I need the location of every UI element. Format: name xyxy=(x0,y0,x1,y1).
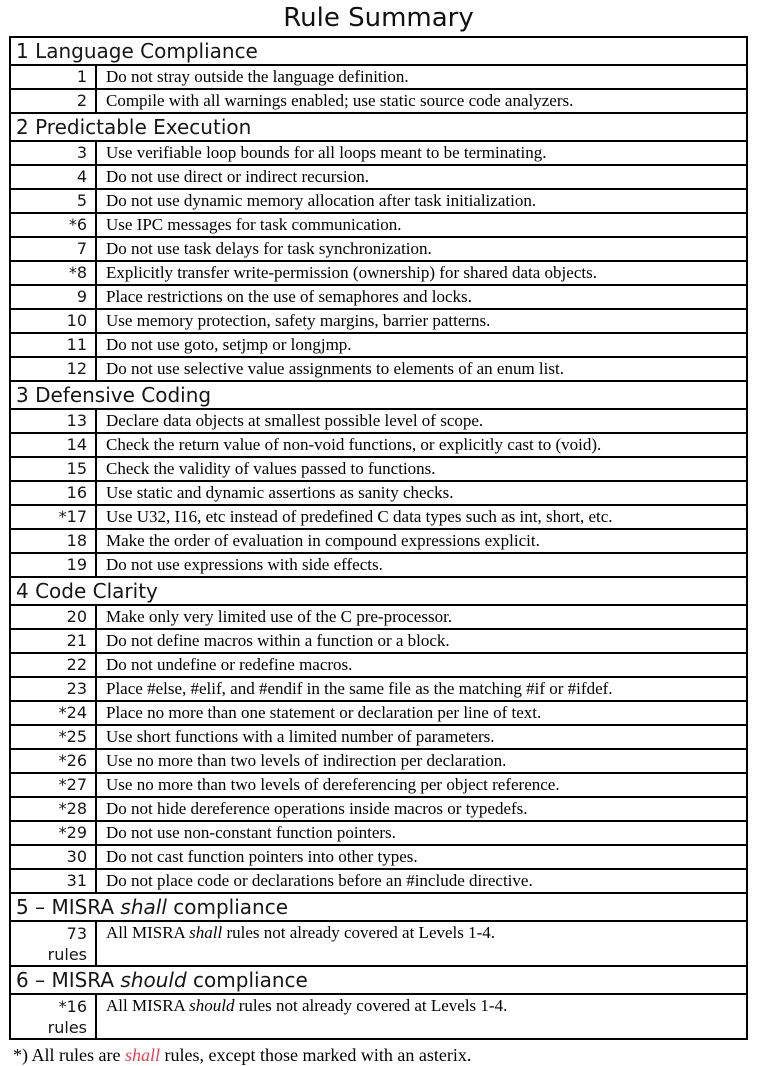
rule-text: Do not place code or declarations before an #include directive. xyxy=(106,871,533,890)
rule-text: Use static and dynamic assertions as sanity checks. xyxy=(106,483,454,502)
rule-text xyxy=(97,286,746,308)
rule-text: Do not undefine or redefine macros. xyxy=(106,655,353,674)
rule-text xyxy=(97,190,746,212)
rule-number: 22 xyxy=(66,655,87,674)
rule-number-cell xyxy=(11,798,97,820)
rule-row xyxy=(11,140,746,164)
section-header xyxy=(11,380,746,408)
rule-number: *29 xyxy=(58,823,87,842)
rule-number-cell xyxy=(11,410,97,432)
rule-text: All MISRA xyxy=(106,923,190,942)
footnote xyxy=(13,1044,757,1066)
rule-number-cell xyxy=(11,922,97,965)
page-title: Rule Summary xyxy=(283,3,474,33)
rule-text: Place no more than one statement or declaration per line of text. xyxy=(106,703,542,722)
rule-text xyxy=(97,846,746,868)
section-header-text: 4 Code Clarity xyxy=(16,579,158,603)
rule-text: Do not cast function pointers into other types. xyxy=(106,847,418,866)
rule-text xyxy=(97,995,746,1038)
rule-text: Make the order of evaluation in compound expressions explicit. xyxy=(106,531,540,550)
rule-row xyxy=(11,748,746,772)
rule-row xyxy=(11,844,746,868)
footnote-text: *) All rules are xyxy=(13,1045,125,1065)
rule-row xyxy=(11,993,746,1038)
section-header-text: 3 Defensive Coding xyxy=(16,383,212,407)
rule-text: Do not stray outside the language definition. xyxy=(106,67,409,86)
rule-number: 21 xyxy=(66,631,87,650)
rule-row xyxy=(11,284,746,308)
rule-number: 1 xyxy=(76,67,87,86)
rule-row xyxy=(11,432,746,456)
rule-number-cell xyxy=(11,822,97,844)
rule-number-cell xyxy=(11,726,97,748)
rule-text xyxy=(97,358,746,380)
rule-row xyxy=(11,236,746,260)
rule-number: 4 xyxy=(76,167,87,186)
rule-number-cell xyxy=(11,286,97,308)
rule-text xyxy=(97,822,746,844)
rule-text: Do not use goto, setjmp or longjmp. xyxy=(106,335,352,354)
rule-text: Use no more than two levels of indirection per declaration. xyxy=(106,751,507,770)
section-header-text: 1 Language Compliance xyxy=(16,39,258,63)
section-header-text: 5 – MISRA xyxy=(16,895,121,919)
rule-number-cell xyxy=(11,870,97,892)
section-header xyxy=(11,576,746,604)
rule-number-cell xyxy=(11,774,97,796)
rule-number: *27 xyxy=(58,775,87,794)
rule-number: 31 xyxy=(66,871,87,890)
rule-emphasis: should xyxy=(189,996,235,1015)
rule-row xyxy=(11,700,746,724)
rule-number: 5 xyxy=(76,191,87,210)
section-header xyxy=(11,38,746,64)
rule-text: Use no more than two levels of dereferencing per object reference. xyxy=(106,775,560,794)
rule-row xyxy=(11,164,746,188)
rule-number-cell xyxy=(11,750,97,772)
section-header-text: 2 Predictable Execution xyxy=(16,115,252,139)
rule-number-cell xyxy=(11,262,97,284)
rule-row xyxy=(11,528,746,552)
rule-text xyxy=(97,458,746,480)
rule-number: *17 xyxy=(58,507,87,526)
rule-number-cell xyxy=(11,238,97,260)
rule-number-cell xyxy=(11,458,97,480)
rule-row xyxy=(11,652,746,676)
rule-row xyxy=(11,480,746,504)
rule-text xyxy=(97,606,746,628)
rule-number-cell xyxy=(11,630,97,652)
rule-number-cell xyxy=(11,506,97,528)
rule-number-cell xyxy=(11,654,97,676)
rule-number: *28 xyxy=(58,799,87,818)
rule-number-cell xyxy=(11,554,97,576)
rule-text xyxy=(97,922,746,965)
rule-text: Check the return value of non-void functions, or explicitly cast to (void). xyxy=(106,435,602,454)
rule-number: 30 xyxy=(66,847,87,866)
rule-number: 7 xyxy=(76,239,87,258)
rule-row xyxy=(11,356,746,380)
rule-row xyxy=(11,920,746,965)
rule-row xyxy=(11,628,746,652)
rule-text: Use verifiable loop bounds for all loops meant to be terminating. xyxy=(106,143,547,162)
rule-text xyxy=(97,654,746,676)
rule-number-cell xyxy=(11,334,97,356)
rule-number-cell xyxy=(11,142,97,164)
rule-number: 12 xyxy=(66,359,87,378)
rule-number-cell xyxy=(11,358,97,380)
rule-text xyxy=(97,434,746,456)
section-header-text: compliance xyxy=(186,968,308,992)
section-header xyxy=(11,112,746,140)
rule-text: Compile with all warnings enabled; use static source code analyzers. xyxy=(106,91,574,110)
rule-text xyxy=(97,166,746,188)
rule-text: Do not use expressions with side effects. xyxy=(106,555,383,574)
rule-text: Use U32, I16, etc instead of predefined C data types such as int, short, etc. xyxy=(106,507,613,526)
rule-text: rules not already covered at Levels 1-4. xyxy=(222,923,496,942)
rule-number-cell xyxy=(11,214,97,236)
rule-number: 14 xyxy=(66,435,87,454)
rule-text: Place restrictions on the use of semaphores and locks. xyxy=(106,287,472,306)
rule-text xyxy=(97,90,746,112)
rule-number: *26 xyxy=(58,751,87,770)
rule-text xyxy=(97,530,746,552)
rule-number: 16 xyxy=(66,483,87,502)
rule-emphasis: shall xyxy=(189,923,223,942)
rule-row xyxy=(11,456,746,480)
rule-text: rules not already covered at Levels 1-4. xyxy=(234,996,508,1015)
rule-text xyxy=(97,798,746,820)
rule-number-cell xyxy=(11,66,97,88)
rule-text xyxy=(97,66,746,88)
rule-number: 23 xyxy=(66,679,87,698)
rule-number-cell xyxy=(11,190,97,212)
section-header-text: 6 – MISRA xyxy=(16,968,121,992)
rule-row xyxy=(11,64,746,88)
rule-row xyxy=(11,408,746,432)
rule-row xyxy=(11,88,746,112)
rule-text: Do not hide dereference operations inside macros or typedefs. xyxy=(106,799,528,818)
section-header xyxy=(11,892,746,920)
rule-number-cell xyxy=(11,434,97,456)
rule-number-cell xyxy=(11,482,97,504)
rule-text xyxy=(97,482,746,504)
rule-number-unit: rules xyxy=(47,945,87,964)
rule-text: Use memory protection, safety margins, barrier patterns. xyxy=(106,311,491,330)
rule-text: Use short functions with a limited number of parameters. xyxy=(106,727,495,746)
rule-number-cell xyxy=(11,90,97,112)
rule-number: *25 xyxy=(58,727,87,746)
rule-row xyxy=(11,212,746,236)
rule-number: 9 xyxy=(76,287,87,306)
rule-row xyxy=(11,724,746,748)
rule-text xyxy=(97,726,746,748)
rule-text: Explicitly transfer write-permission (ownership) for shared data objects. xyxy=(106,263,597,282)
rule-row xyxy=(11,820,746,844)
footnote-emphasis: shall xyxy=(124,1045,160,1065)
rule-number: 15 xyxy=(66,459,87,478)
rule-row xyxy=(11,504,746,528)
rule-number: *6 xyxy=(68,215,87,234)
rule-text: All MISRA xyxy=(106,996,190,1015)
rule-text xyxy=(97,238,746,260)
rule-row xyxy=(11,332,746,356)
rule-text: Check the validity of values passed to functions. xyxy=(106,459,436,478)
rule-text: Place #else, #elif, and #endif in the same file as the matching #if or #ifdef. xyxy=(106,679,613,698)
rule-row xyxy=(11,260,746,284)
rule-text xyxy=(97,678,746,700)
rule-number: 19 xyxy=(66,555,87,574)
rule-row xyxy=(11,796,746,820)
rule-number: 3 xyxy=(76,143,87,162)
rule-text xyxy=(97,702,746,724)
rule-summary-table xyxy=(9,36,748,1040)
rule-text: Make only very limited use of the C pre-processor. xyxy=(106,607,453,626)
rule-row xyxy=(11,552,746,576)
rule-number: 18 xyxy=(66,531,87,550)
rule-text xyxy=(97,750,746,772)
rule-number-cell xyxy=(11,846,97,868)
rule-text: Do not use direct or indirect recursion. xyxy=(106,167,369,186)
rule-number-cell xyxy=(11,678,97,700)
rule-number: *16 xyxy=(58,997,87,1016)
rule-number: *8 xyxy=(68,263,87,282)
rule-text xyxy=(97,214,746,236)
rule-number-cell xyxy=(11,310,97,332)
rule-text: Do not use selective value assignments to elements of an enum list. xyxy=(106,359,564,378)
rule-number-cell xyxy=(11,995,97,1038)
rule-number: 2 xyxy=(76,91,87,110)
rule-number-cell xyxy=(11,530,97,552)
rule-text xyxy=(97,142,746,164)
rule-text: Use IPC messages for task communication. xyxy=(106,215,402,234)
rule-text: Do not define macros within a function or a block. xyxy=(106,631,450,650)
rule-row xyxy=(11,188,746,212)
rule-row xyxy=(11,604,746,628)
rule-row xyxy=(11,308,746,332)
rule-number: 73 xyxy=(66,924,87,943)
rule-number-cell xyxy=(11,702,97,724)
rule-number-cell xyxy=(11,166,97,188)
rule-text xyxy=(97,506,746,528)
rule-text xyxy=(97,554,746,576)
section-header xyxy=(11,965,746,993)
rule-number: 20 xyxy=(66,607,87,626)
rule-text xyxy=(97,410,746,432)
rule-text: Declare data objects at smallest possible level of scope. xyxy=(106,411,484,430)
rule-text: Do not use non-constant function pointers. xyxy=(106,823,396,842)
rule-text xyxy=(97,262,746,284)
rule-number: 11 xyxy=(66,335,87,354)
rule-number: *24 xyxy=(58,703,87,722)
rule-row xyxy=(11,772,746,796)
rule-text xyxy=(97,334,746,356)
rule-text xyxy=(97,310,746,332)
section-header-text: compliance xyxy=(166,895,289,919)
rule-row xyxy=(11,868,746,892)
footnote-text: rules, except those marked with an asterix. xyxy=(159,1045,472,1065)
rule-text: Do not use task delays for task synchronization. xyxy=(106,239,432,258)
rule-text xyxy=(97,870,746,892)
rule-number: 13 xyxy=(66,411,87,430)
rule-text xyxy=(97,630,746,652)
rule-row xyxy=(11,676,746,700)
section-header-emphasis: shall xyxy=(120,895,167,919)
rule-text: Do not use dynamic memory allocation after task initialization. xyxy=(106,191,537,210)
rule-number-cell xyxy=(11,606,97,628)
rule-number: 10 xyxy=(66,311,87,330)
section-header-emphasis: should xyxy=(120,968,187,992)
rule-number-unit: rules xyxy=(47,1018,87,1037)
rule-text xyxy=(97,774,746,796)
